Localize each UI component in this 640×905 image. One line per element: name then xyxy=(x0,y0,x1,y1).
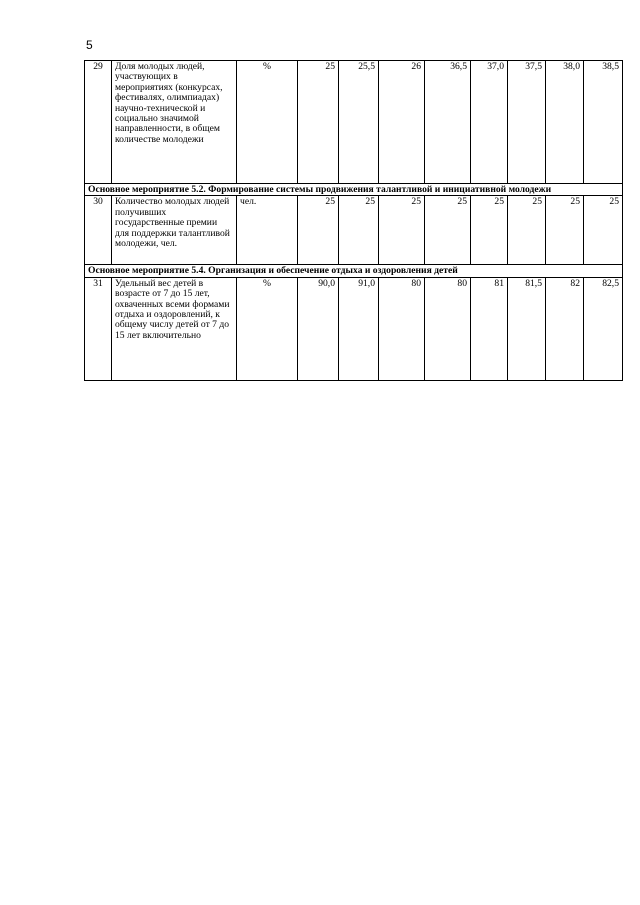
value-cell: 25 xyxy=(546,196,584,265)
value-cell: 81,5 xyxy=(508,277,546,380)
value-cell: 25 xyxy=(508,196,546,265)
section-heading: Основное мероприятие 5.2. Формирование системы продвижения талантливой и инициативной молодежи xyxy=(85,184,623,196)
value-cell: 25 xyxy=(298,196,339,265)
indicators-table xyxy=(84,60,623,381)
value-cell: 26 xyxy=(379,61,425,184)
table-row-31 xyxy=(85,277,623,380)
unit-cell: чел. xyxy=(237,196,298,265)
indicator-name: Удельный вес детей в возрасте от 7 до 15 лет, охваченных всеми формами отдыха и оздоровлений, к общему числу детей от 7 до 15 лет включительно xyxy=(112,277,237,380)
value-cell: 25 xyxy=(379,196,425,265)
value-cell: 37,5 xyxy=(508,61,546,184)
value-cell: 36,5 xyxy=(425,61,471,184)
unit-cell: % xyxy=(237,61,298,184)
value-cell: 25,5 xyxy=(339,61,379,184)
section-heading: Основное мероприятие 5.4. Организация и обеспечение отдыха и оздоровления детей xyxy=(85,265,623,277)
value-cell: 25 xyxy=(339,196,379,265)
table-row-29 xyxy=(85,61,623,184)
value-cell: 91,0 xyxy=(339,277,379,380)
value-cell: 38,5 xyxy=(584,61,623,184)
table-row-30 xyxy=(85,196,623,265)
section-row-5-4 xyxy=(85,265,623,277)
value-cell: 90,0 xyxy=(298,277,339,380)
value-cell: 25 xyxy=(425,196,471,265)
value-cell: 82 xyxy=(546,277,584,380)
row-number: 31 xyxy=(85,277,112,380)
row-number: 29 xyxy=(85,61,112,184)
indicator-name: Количество молодых людей получивших государственные премии для поддержки талантливой молодежи, чел. xyxy=(112,196,237,265)
value-cell: 81 xyxy=(471,277,508,380)
value-cell: 25 xyxy=(471,196,508,265)
section-row-5-2 xyxy=(85,184,623,196)
value-cell: 80 xyxy=(425,277,471,380)
unit-cell: % xyxy=(237,277,298,380)
value-cell: 25 xyxy=(298,61,339,184)
value-cell: 82,5 xyxy=(584,277,623,380)
value-cell: 37,0 xyxy=(471,61,508,184)
page-number: 5 xyxy=(86,38,93,52)
value-cell: 38,0 xyxy=(546,61,584,184)
row-number: 30 xyxy=(85,196,112,265)
value-cell: 25 xyxy=(584,196,623,265)
value-cell: 80 xyxy=(379,277,425,380)
indicator-name: Доля молодых людей, участвующих в мероприятиях (конкурсах, фестивалях, олимпиадах) научно-технической и социально значимой направленности, в общем количестве молодежи xyxy=(112,61,237,184)
